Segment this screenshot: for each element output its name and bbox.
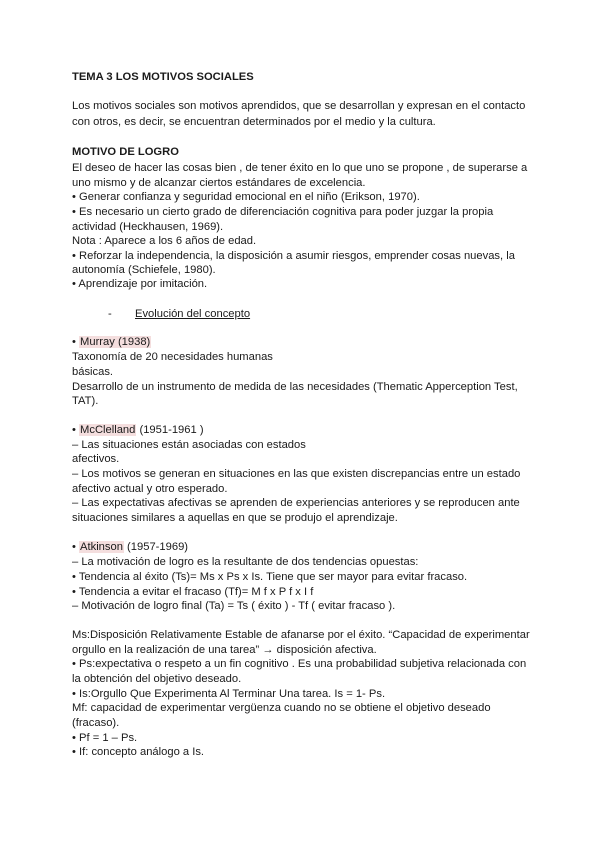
- bullet: •: [72, 336, 80, 348]
- logro-line: • Es necesario un cierto grado de diferenciación cognitiva para poder juzgar la propia: [72, 206, 494, 218]
- logro-line: autonomía (Schiefele, 1980).: [72, 264, 216, 276]
- definition-line: • Pf = 1 – Ps.: [72, 732, 138, 744]
- definition-line: Mf: capacidad de experimentar vergüenza cuando no se obtiene el objetivo deseado: [72, 702, 491, 714]
- atkinson-line: – La motivación de logro es la resultante de dos tendencias opuestas:: [72, 556, 419, 568]
- author-mcclelland: [72, 423, 204, 438]
- highlight-murray: Murray (1938): [80, 336, 151, 348]
- bullet: •: [72, 424, 80, 436]
- mcclelland-line: – Las expectativas afectivas se aprenden de experiencias anteriores y se reproducen ante: [72, 497, 520, 509]
- definition-line: la obtención del objetivo deseado.: [72, 673, 242, 685]
- intro-line: con otros, es decir, se encuentran determinados por el medio y la cultura.: [72, 116, 436, 128]
- murray-line: básicas.: [72, 366, 114, 378]
- logro-line: uno mismo y de alcanzar ciertos estándares de excelencia.: [72, 177, 366, 189]
- mcclelland-line: – Las situaciones están asociadas con estados: [72, 439, 306, 451]
- murray-line: Desarrollo de un instrumento de medida de las necesidades (Thematic Apperception Test,: [72, 381, 518, 393]
- atkinson-years: (1957-1969): [123, 541, 189, 553]
- logro-line: actividad (Heckhausen, 1969).: [72, 221, 224, 233]
- highlight-atkinson: Atkinson: [80, 541, 123, 553]
- murray-line: TAT).: [72, 395, 99, 407]
- mcclelland-line: – Los motivos se generan en situaciones en las que existen discrepancias entre un estado: [72, 468, 521, 480]
- atkinson-line: • Tendencia al éxito (Ts)= Ms x Ps x Is. Tiene que ser mayor para evitar fracaso.: [72, 571, 468, 583]
- definition-line: orgullo en la realización de una tarea” → disposición afectiva.: [72, 644, 377, 656]
- definition-line: • If: concepto análogo a Is.: [72, 746, 205, 758]
- definition-line: Ms:Disposición Relativamente Estable de afanarse por el éxito. “Capacidad de experimentar: [72, 629, 530, 641]
- highlight-mcclelland: McClelland: [80, 424, 136, 436]
- mcclelland-line: afectivos.: [72, 453, 120, 465]
- definition-line: • Is:Orgullo Que Experimenta Al Terminar Una tarea. Is = 1- Ps.: [72, 688, 386, 700]
- sub-heading-evolucion: Evolución del concepto: [135, 308, 251, 320]
- definition-line: (fracaso).: [72, 717, 120, 729]
- logro-line: • Aprendizaje por imitación.: [72, 278, 208, 290]
- logro-line: El deseo de hacer las cosas bien , de tener éxito en lo que uno se propone , de superarse a: [72, 162, 528, 174]
- author-atkinson: [72, 540, 188, 555]
- logro-line: Nota : Aparece a los 6 años de edad.: [72, 235, 257, 247]
- mcclelland-years: (1951-1961 ): [136, 424, 204, 436]
- author-murray: [72, 335, 151, 350]
- bullet: •: [72, 541, 80, 553]
- mcclelland-line: afectivo actual y otro esperado.: [72, 483, 228, 495]
- sub-heading-dash: -: [108, 308, 112, 320]
- logro-line: • Reforzar la independencia, la disposición a asumir riesgos, emprender cosas nuevas, la: [72, 250, 515, 262]
- logro-line: • Generar confianza y seguridad emocional en el niño (Erikson, 1970).: [72, 191, 420, 203]
- atkinson-line: • Tendencia a evitar el fracaso (Tf)= M f x P f x I f: [72, 586, 314, 598]
- atkinson-line: – Motivación de logro final (Ta) = Ts ( éxito ) - Tf ( evitar fracaso ).: [72, 600, 396, 612]
- mcclelland-line: situaciones similares a aquellas en que se produjo el aprendizaje.: [72, 512, 398, 524]
- definition-line: • Ps:expectativa o respeto a un fin cognitivo . Es una probabilidad subjetiva relacionada con: [72, 658, 527, 670]
- intro-line: Los motivos sociales son motivos aprendidos, que se desarrollan y expresan en el contacto: [72, 100, 526, 112]
- page-title: TEMA 3 LOS MOTIVOS SOCIALES: [72, 71, 254, 83]
- section-heading-logro: MOTIVO DE LOGRO: [72, 146, 179, 158]
- murray-line: Taxonomía de 20 necesidades humanas: [72, 351, 273, 363]
